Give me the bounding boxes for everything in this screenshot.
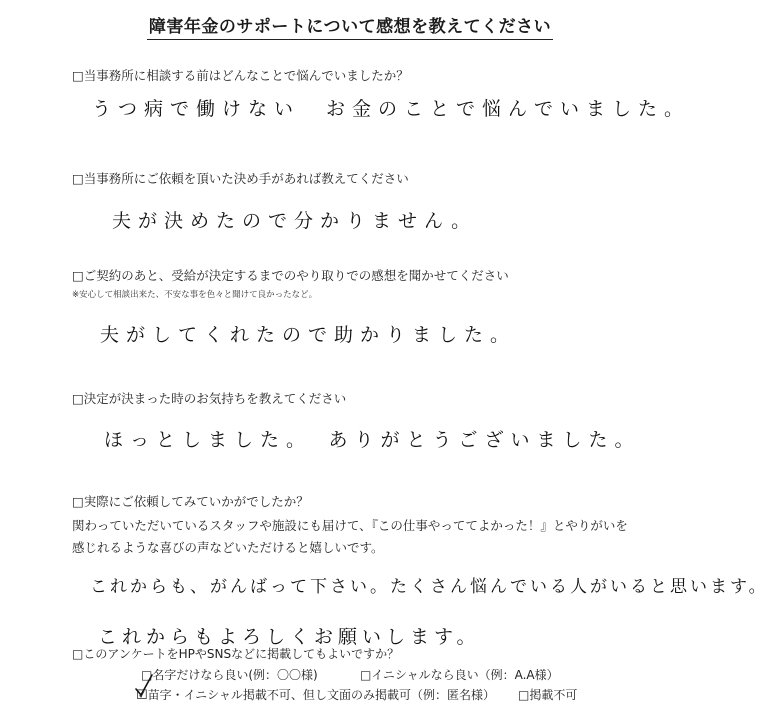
option-anonymous-text-only[interactable]: [136, 686, 495, 703]
question-6: □このアンケートをHPやSNSなどに掲載してもよいですか？: [72, 647, 400, 661]
question-3: □ご契約のあと、受給が決定するまでのやり取りでの感想を聞かせてください: [72, 268, 509, 283]
question-5-body-line-1: 関わっていただいているスタッフや施設にも届けて、『この仕事やっててよかった！』とやりがいを: [72, 518, 628, 533]
option-no-publish[interactable]: □掲載不可: [518, 688, 578, 702]
option-initials-ok[interactable]: □イニシャルなら良い（例：A.A様）: [360, 668, 559, 682]
checked-box-icon: ☑: [136, 688, 148, 703]
question-2: □当事務所にご依頼を頂いた決め手があれば教えてください: [72, 171, 409, 186]
question-1: □当事務所に相談する前はどんなことで悩んでいましたか？: [72, 68, 409, 83]
check-mark-icon: [132, 672, 156, 698]
answer-5-line-1: これからも、がんばって下さい。たくさん悩んでいる人がいると思います。: [90, 577, 769, 597]
option-anonymous-label: 苗字・イニシャル掲載不可、但し文面のみ掲載可（例：匿名様）: [147, 688, 495, 702]
option-surname-only[interactable]: □名字だけなら良い(例：〇〇様): [141, 668, 318, 682]
page-title-text: 障害年金のサポートについて感想を教えてください: [147, 17, 553, 40]
answer-4: ほっとしました。 ありがとうございました。: [104, 429, 641, 451]
answer-1: うつ病で働けない お金のことで悩んでいました。: [92, 98, 691, 120]
page-title: [0, 12, 700, 37]
answer-5-line-2: これからもよろしくお願いします。: [98, 626, 481, 648]
question-5-body-line-2: 感じれるような喜びの声などいただけると嬉しいです。: [72, 540, 384, 555]
question-4: □決定が決まった時のお気持ちを教えてください: [72, 391, 347, 406]
answer-2: 夫が決めたので分かりません。: [112, 210, 478, 232]
answer-3: 夫がしてくれたので助かりました。: [100, 324, 517, 346]
question-3-note: ※安心して相談出来た、不安な事を色々と聞けて良かったなど。: [72, 290, 318, 300]
question-5: □実際にご依頼してみていかがでしたか？: [72, 494, 309, 509]
